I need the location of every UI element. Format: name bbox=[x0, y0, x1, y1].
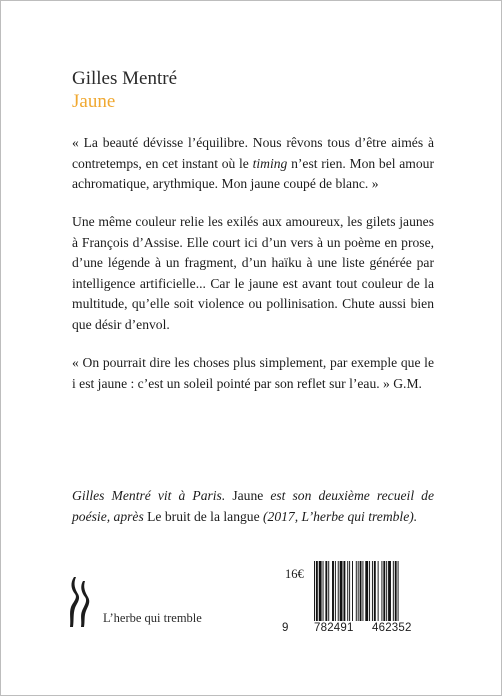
grass-logo-icon bbox=[68, 575, 92, 629]
bio-part-5: (2017, L’herbe qui tremble) bbox=[263, 508, 414, 524]
quote1-part-b: n’est rien. Mon bel amour achromatique, arythmique. Mon jaune coupé de blanc. » bbox=[72, 155, 434, 191]
barcode-icon bbox=[314, 561, 428, 623]
bio-part-2: Jaune bbox=[225, 488, 271, 503]
quote1-part-a: « La beauté dévisse l’équilibre. Nous rêvons tous d’être aimés à contretemps, en cet instant où le bbox=[72, 135, 434, 171]
book-title: Jaune bbox=[72, 91, 116, 112]
isbn-digits-right: 462352 bbox=[372, 622, 412, 634]
bio-part-4: Le bruit de la langue bbox=[143, 508, 264, 524]
price-label: 16€ bbox=[285, 567, 304, 581]
bio-part-1: Gilles Mentré vit à Paris. bbox=[72, 488, 226, 503]
publisher-name: L’herbe qui tremble bbox=[103, 611, 202, 625]
isbn-digits bbox=[282, 622, 428, 634]
bio-part-3: est son deuxième recueil de poésie, après bbox=[72, 488, 434, 524]
bio-part-6: . bbox=[413, 508, 418, 524]
isbn-digit-lead: 9 bbox=[282, 622, 289, 634]
opening-quote bbox=[72, 133, 434, 195]
author-name: Gilles Mentré bbox=[72, 68, 178, 89]
isbn-digits-left: 782491 bbox=[314, 622, 354, 634]
description-paragraph: Une même couleur relie les exilés aux amoureux, les gilets jaunes à François d’Assise. Elle court ici d’un vers à un poème en prose, d’une légende à un fragment, d’un haïku à une liste générée par intelligence artificielle... Car le jaune est avant tout couleur de la multitude, qu’elle soit violence ou pollinisation. Chute aussi bien que désir d’envol. bbox=[72, 214, 434, 332]
quote1-italic-word: timing bbox=[252, 155, 288, 171]
author-bio bbox=[72, 486, 434, 527]
closing-quote: « On pourrait dire les choses plus simplement, par exemple que le i est jaune : c’est un soleil pointé par son reflet sur l’eau. » G.M. bbox=[72, 355, 434, 391]
